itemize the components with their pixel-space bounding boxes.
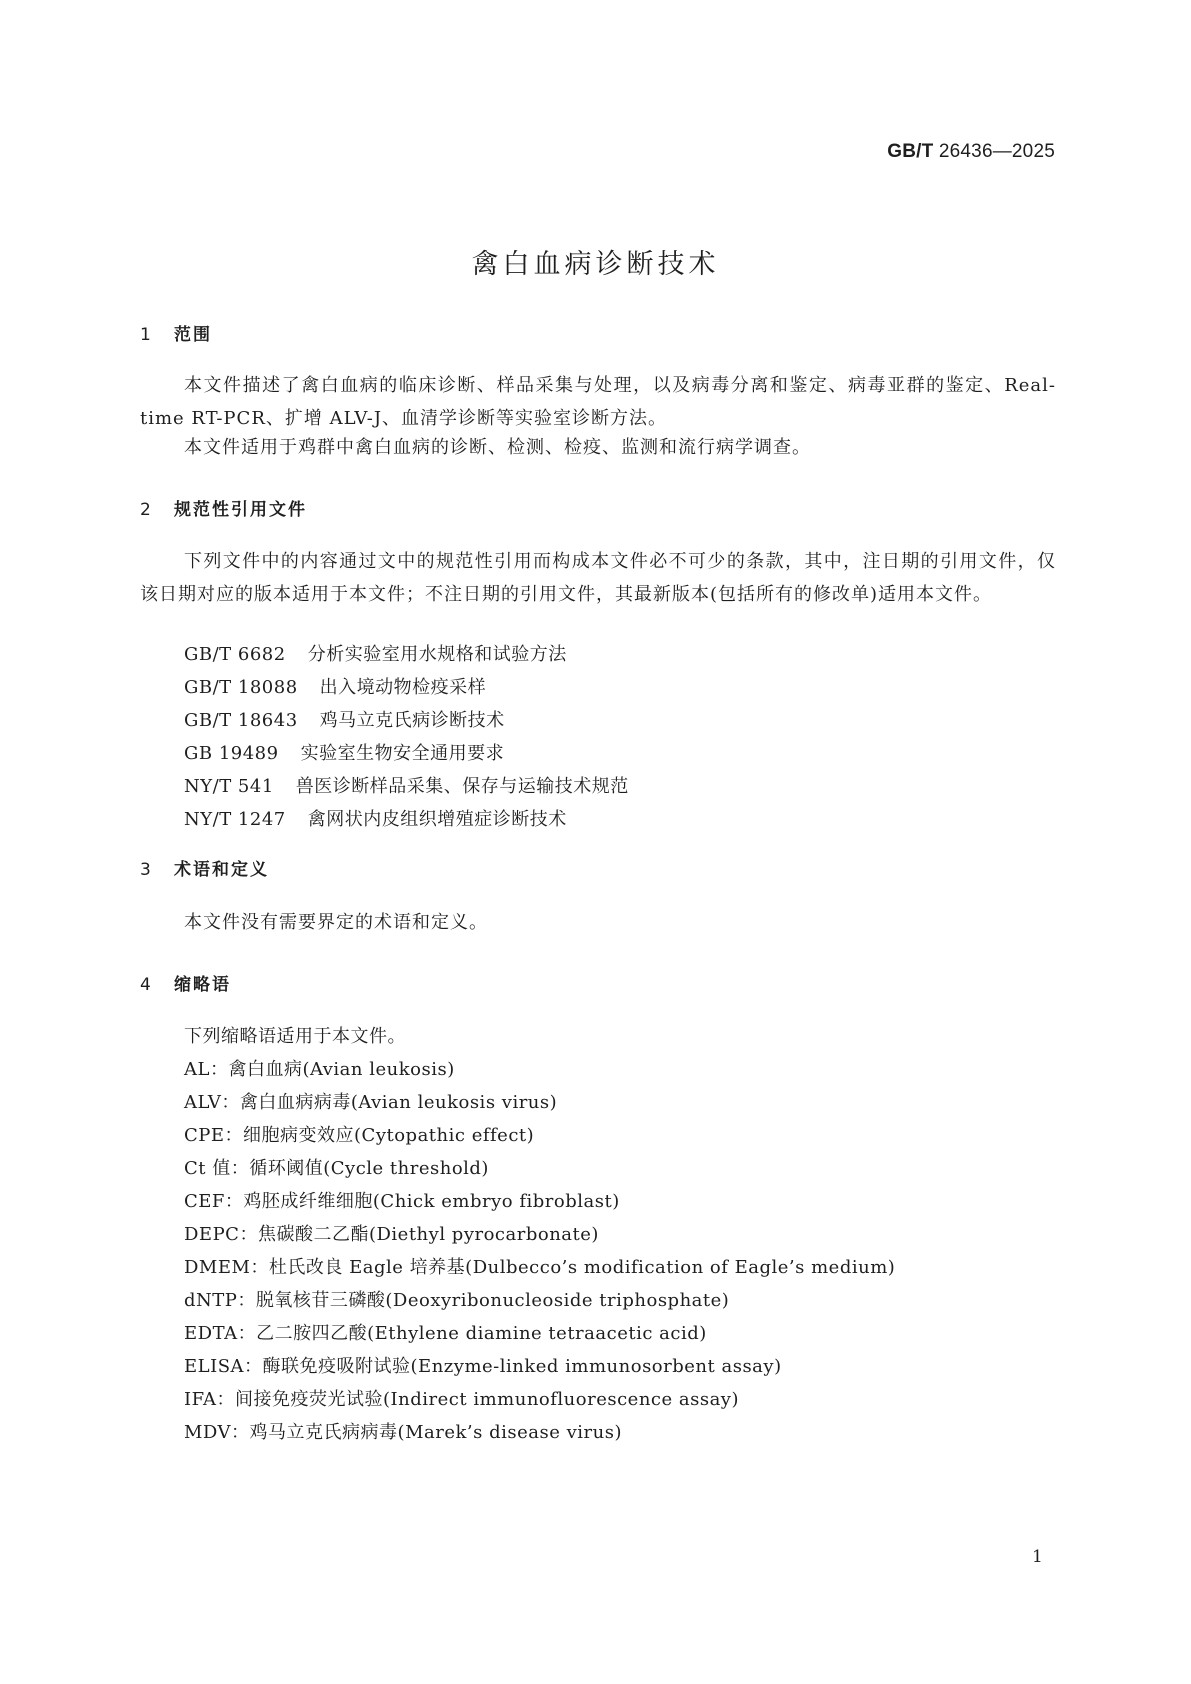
section-2-heading (140, 495, 307, 520)
abbreviation-item: MDV：鸡马立克氏病病毒(Marek’s disease virus) (184, 1422, 622, 1443)
reference-item (184, 770, 629, 803)
scope-paragraph-2: 本文件适用于鸡群中禽白血病的诊断、检测、检疫、监测和流行病学调查。 (184, 437, 811, 458)
section-number: 2 (140, 500, 153, 520)
abbreviation-item: DEPC：焦碳酸二乙酯(Diethyl pyrocarbonate) (184, 1224, 599, 1245)
scope-paragraph-1: 本文件描述了禽白血病的临床诊断、样品采集与处理，以及病毒分离和鉴定、病毒亚群的鉴定、Real-time RT-PCR、扩增 ALV-J、血清学诊断等实验室诊断方法。 (140, 375, 1056, 429)
reference-item (184, 704, 629, 737)
reference-name: 出入境动物检疫采样 (319, 677, 487, 698)
section-3-heading (140, 855, 269, 880)
abbreviation-list (184, 1020, 895, 1449)
standard-code-prefix: GB/T (887, 141, 934, 162)
section-title: 规范性引用文件 (174, 500, 307, 520)
reference-name: 实验室生物安全通用要求 (300, 743, 505, 764)
section-title: 范围 (174, 325, 212, 345)
standard-code (887, 141, 1055, 163)
reference-name: 禽网状内皮组织增殖症诊断技术 (307, 809, 567, 830)
reference-item (184, 803, 629, 836)
abbreviation-item: CEF：鸡胚成纤维细胞(Chick embryo fibroblast) (184, 1191, 620, 1212)
abbreviation-item: dNTP：脱氧核苷三磷酸(Deoxyribonucleoside triphosphate) (184, 1290, 730, 1311)
page-number: 1 (1032, 1547, 1043, 1567)
section-1-heading (140, 320, 212, 345)
abbreviation-intro: 下列缩略语适用于本文件。 (184, 1026, 406, 1047)
reference-code: GB 19489 (184, 743, 279, 764)
section-number: 4 (140, 975, 153, 995)
abbreviation-item: CPE：细胞病变效应(Cytopathic effect) (184, 1125, 535, 1146)
reference-name: 兽医诊断样品采集、保存与运输技术规范 (295, 776, 629, 797)
document-title: 禽白血病诊断技术 (471, 249, 720, 280)
reference-code: GB/T 18088 (184, 677, 298, 698)
reference-code: NY/T 1247 (184, 809, 286, 830)
section-4-heading (140, 970, 231, 995)
abbreviation-item: IFA：间接免疫荧光试验(Indirect immunofluorescence assay) (184, 1389, 739, 1410)
reference-list (184, 638, 629, 836)
standard-code-number: 26436—2025 (933, 141, 1055, 162)
abbreviation-item: ALV：禽白血病病毒(Avian leukosis virus) (184, 1092, 558, 1113)
reference-name: 鸡马立克氏病诊断技术 (319, 710, 505, 731)
reference-code: NY/T 541 (184, 776, 274, 797)
terms-paragraph: 本文件没有需要界定的术语和定义。 (184, 912, 488, 933)
section-number: 3 (140, 860, 153, 880)
reference-code: GB/T 18643 (184, 710, 298, 731)
section-title: 缩略语 (174, 975, 231, 995)
abbreviation-item: Ct 值：循环阈值(Cycle threshold) (184, 1158, 489, 1179)
abbreviation-item: DMEM：杜氏改良 Eagle 培养基(Dulbecco’s modification of Eagle’s medium) (184, 1257, 896, 1278)
reference-code: GB/T 6682 (184, 644, 286, 665)
reference-item (184, 737, 629, 770)
reference-name: 分析实验室用水规格和试验方法 (307, 644, 567, 665)
abbreviation-item: ELISA：酶联免疫吸附试验(Enzyme-linked immunosorbent assay) (184, 1356, 782, 1377)
reference-item (184, 671, 629, 704)
references-intro: 下列文件中的内容通过文中的规范性引用而构成本文件必不可少的条款，其中，注日期的引用文件，仅该日期对应的版本适用于本文件；不注日期的引用文件，其最新版本(包括所有的修改单)适用本文件。 (140, 551, 1056, 605)
abbreviation-item: EDTA：乙二胺四乙酸(Ethylene diamine tetraacetic acid) (184, 1323, 707, 1344)
reference-item (184, 638, 629, 671)
section-title: 术语和定义 (174, 860, 269, 880)
abbreviation-item: AL：禽白血病(Avian leukosis) (184, 1059, 455, 1080)
section-number: 1 (140, 325, 153, 345)
